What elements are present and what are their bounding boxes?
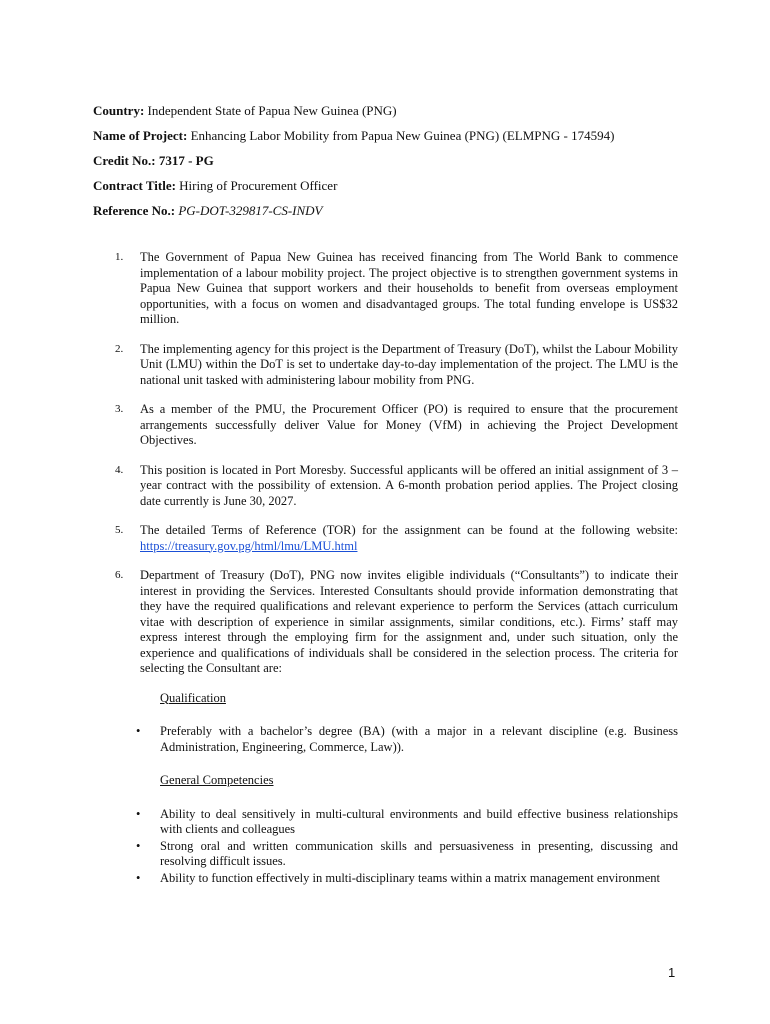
list-item-4 — [115, 463, 678, 510]
item-text: As a member of the PMU, the Procurement Officer (PO) is required to ensure that the procurement arrangements successfully deliver Value for Money (VfM) in achieving the Project Development Objectives. — [140, 402, 678, 447]
bullet-icon: • — [136, 806, 141, 821]
contract-value: Hiring of Procurement Officer — [179, 178, 338, 193]
competency-item — [115, 871, 678, 887]
credit-label: Credit No.: — [93, 153, 156, 168]
document-header — [93, 103, 693, 228]
contract-label: Contract Title: — [93, 178, 176, 193]
numbered-list — [115, 250, 678, 904]
bullet-icon: • — [136, 724, 141, 738]
country-label: Country: — [93, 103, 145, 118]
project-line — [93, 128, 693, 144]
country-line — [93, 103, 693, 119]
bullet-icon: • — [136, 870, 141, 885]
qualification-list — [115, 724, 678, 755]
item-number: 6. — [115, 569, 124, 581]
item-text: The Government of Papua New Guinea has received financing from The World Bank to commence implementation of a labour mobility project. The project objective is to strengthen government systems in Papua New Guinea that support workers and their households to benefit from overseas employment opportunities, with a focus on women and disadvantaged groups. The total funding envelope is US$32 million. — [140, 250, 678, 326]
bullet-text: Preferably with a bachelor’s degree (BA) (with a major in a relevant discipline (e.g. Business Administration, Engineering, Commerce, Law)). — [160, 724, 678, 754]
project-value: Enhancing Labor Mobility from Papua New Guinea (PNG) (ELMPNG - 174594) — [190, 128, 615, 143]
project-label: Name of Project: — [93, 128, 188, 143]
competency-item — [115, 839, 678, 870]
page-number: 1 — [668, 965, 676, 980]
country-value: Independent State of Papua New Guinea (PNG) — [147, 103, 397, 118]
contract-line — [93, 178, 693, 194]
item-number: 5. — [115, 524, 124, 536]
competency-item — [115, 807, 678, 838]
bullet-icon: • — [136, 838, 141, 853]
list-item-5 — [115, 523, 678, 554]
tor-link[interactable]: https://treasury.gov.pg/html/lmu/LMU.html — [140, 538, 358, 553]
competencies-list — [115, 807, 678, 887]
item-number: 1. — [115, 251, 124, 263]
credit-value: 7317 - PG — [158, 153, 214, 168]
item-text — [140, 523, 678, 554]
bullet-text: Ability to function effectively in multi-disciplinary teams within a matrix management environment — [160, 870, 660, 885]
qualification-heading: Qualification — [160, 690, 226, 705]
competencies-heading: General Competencies — [160, 773, 274, 787]
reference-label: Reference No.: — [93, 203, 176, 218]
item-text: Department of Treasury (DoT), PNG now invites eligible individuals (“Consultants”) to indicate their interest in providing the Services. Interested Consultants should provide information demonstrating that they have the required qualifications and relevant experience to perform the Services (attach curriculum vitae with description of experience in similar assignments, similar conditions, etc.). Firms’ staff may express interest through the employing firm for the assignment and, under such situation, only the experience and qualifications of individuals shall be considered in the selection process. The criteria for selecting the Consultant are: — [140, 568, 678, 675]
list-item-1 — [115, 250, 678, 328]
bullet-text: Strong oral and written communication skills and persuasiveness in presenting, discussing and resolving difficult issues. — [160, 838, 678, 868]
reference-value: PG-DOT-329817-CS-INDV — [178, 203, 323, 218]
item-number: 3. — [115, 403, 124, 415]
qualification-item — [115, 724, 678, 755]
item-number: 4. — [115, 463, 124, 476]
list-item-6 — [115, 568, 678, 677]
item-text: This position is located in Port Moresby. Successful applicants will be offered an initial assignment of 3 – year contract with the possibility of extension. A 6-month probation period applies. The Project closing date currently is June 30, 2027. — [140, 462, 678, 508]
credit-line — [93, 153, 693, 169]
reference-line — [93, 203, 693, 219]
tor-text: The detailed Terms of Reference (TOR) for the assignment can be found at the following website: — [140, 523, 678, 537]
list-item-3 — [115, 402, 678, 449]
item-number: 2. — [115, 342, 124, 355]
item-text: The implementing agency for this project is the Department of Treasury (DoT), whilst the Labour Mobility Unit (LMU) within the DoT is set to undertake day-to-day implementation of the project. The LMU is the national unit tasked with administering labour mobility from PNG. — [140, 341, 678, 387]
bullet-text: Ability to deal sensitively in multi-cultural environments and build effective business relationships with clients and colleagues — [160, 806, 678, 836]
list-item-2 — [115, 342, 678, 389]
